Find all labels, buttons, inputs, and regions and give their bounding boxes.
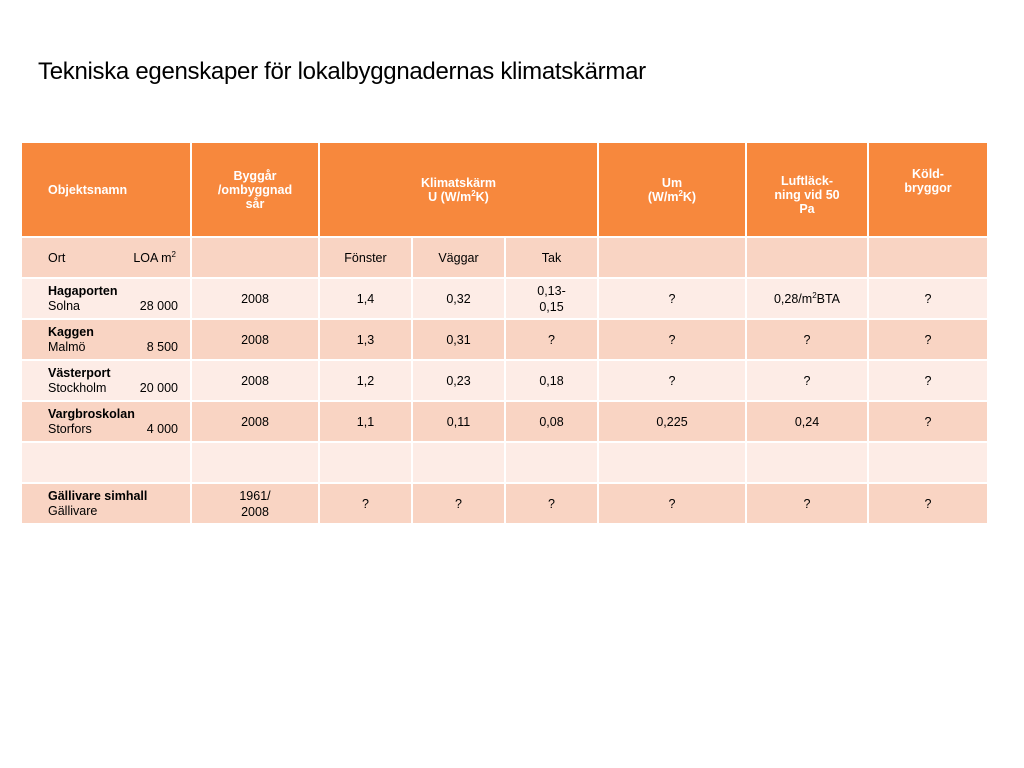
- header-luftlackning: Luftläck- ning vid 50 Pa: [746, 142, 868, 237]
- subheader-ort-loa: Ort LOA $m^2$: [21, 237, 191, 278]
- subheader-row: [21, 237, 988, 278]
- object-name: Kaggen: [48, 324, 94, 339]
- header-objektsnamn: Objektsnamn: [21, 142, 191, 237]
- table-row: Vargbroskolan Storfors 4 000 2008 1,1 0,11 0,08 0,225 0,24 ?: [21, 401, 988, 442]
- subheader-fonster: Fönster: [319, 237, 412, 278]
- header-row: [21, 142, 988, 237]
- subheader-vaggar: Väggar: [412, 237, 505, 278]
- header-koldbryggor: Köld- bryggor: [868, 142, 988, 237]
- object-name: Hagaporten: [48, 283, 118, 298]
- object-name: Vargbroskolan: [48, 406, 135, 421]
- table-row: Västerport Stockholm 20 000 2008 1,2 0,23 0,18 ? ? ?: [21, 360, 988, 401]
- table-row: Hagaporten Solna 28 000 2008 1,4 0,32 0,13- 0,15 ? $0,28/m^2BTA$ ?: [21, 278, 988, 319]
- subheader-tak: Tak: [505, 237, 598, 278]
- slide-title: Tekniska egenskaper för lokalbyggnadernas klimatskärmar: [38, 58, 646, 85]
- data-table: [20, 141, 989, 525]
- table-row: Gällivare simhall Gällivare 1961/ 2008 ? ? ? ? ? ?: [21, 483, 988, 524]
- object-name: Västerport: [48, 365, 111, 380]
- table-row-empty: [21, 442, 988, 483]
- object-name: Gällivare simhall: [48, 488, 148, 503]
- table-row: Kaggen Malmö 8 500 2008 1,3 0,31 ? ? ? ?: [21, 319, 988, 360]
- header-klimatskarm: Klimatskärm U $(W/m^2K)$: [319, 142, 598, 237]
- header-um: Um $(W/m^2K)$: [598, 142, 746, 237]
- header-byggar: Byggår /ombyggnad sår: [191, 142, 319, 237]
